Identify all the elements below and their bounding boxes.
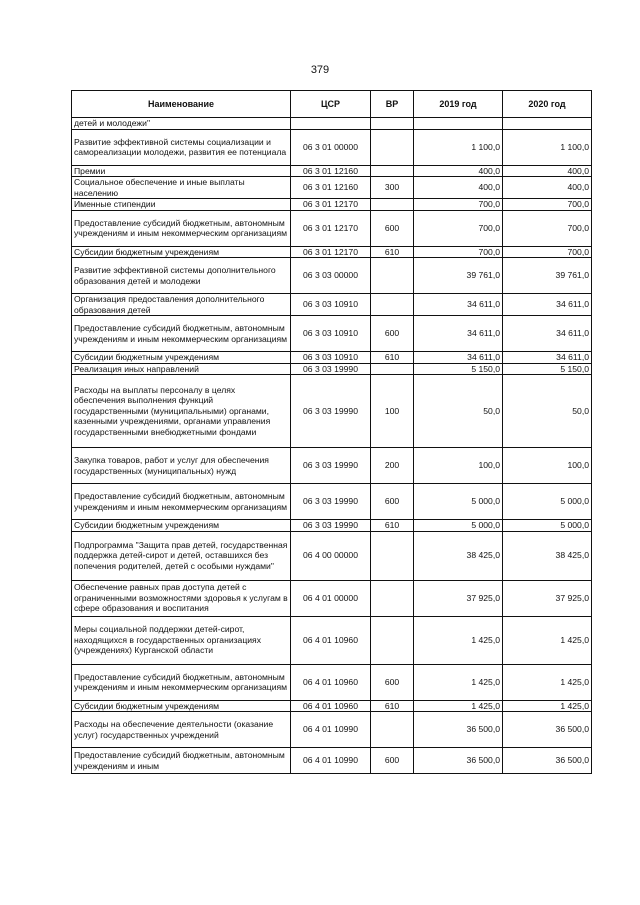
table-row	[72, 484, 592, 520]
cell-csr: 06 3 03 10910	[291, 294, 371, 316]
table-header	[72, 91, 592, 118]
cell-csr: 06 3 01 12160	[291, 177, 371, 199]
table-row	[72, 129, 592, 165]
cell-csr: 06 3 03 19990	[291, 520, 371, 532]
table-row	[72, 712, 592, 748]
table-row	[72, 177, 592, 199]
cell-2019: 400,0	[414, 177, 503, 199]
cell-2019: 34 611,0	[414, 316, 503, 352]
header-csr: ЦСР	[291, 91, 371, 118]
table-row	[72, 375, 592, 448]
table-row	[72, 363, 592, 375]
cell-csr: 06 4 01 10960	[291, 616, 371, 664]
cell-name: Субсидии бюджетным учреждениям	[72, 352, 291, 364]
cell-csr: 06 4 01 10990	[291, 712, 371, 748]
cell-vr: 610	[371, 352, 414, 364]
cell-2020: 100,0	[503, 448, 592, 484]
table-row	[72, 352, 592, 364]
cell-2020: 36 500,0	[503, 748, 592, 774]
cell-vr	[371, 616, 414, 664]
cell-vr: 600	[371, 748, 414, 774]
cell-2019: 1 425,0	[414, 616, 503, 664]
cell-csr: 06 3 03 19990	[291, 363, 371, 375]
cell-name: Организация предоставления дополнительного образования детей	[72, 294, 291, 316]
cell-vr	[371, 118, 414, 130]
cell-2019: 700,0	[414, 246, 503, 258]
cell-name: Социальное обеспечение и иные выплаты населению	[72, 177, 291, 199]
cell-2020: 1 425,0	[503, 700, 592, 712]
cell-2019: 34 611,0	[414, 352, 503, 364]
cell-csr: 06 4 01 10960	[291, 700, 371, 712]
cell-csr: 06 3 03 19990	[291, 375, 371, 448]
cell-2020: 700,0	[503, 199, 592, 211]
cell-csr: 06 4 00 00000	[291, 531, 371, 580]
cell-2019: 100,0	[414, 448, 503, 484]
cell-2019: 400,0	[414, 165, 503, 177]
cell-2020: 400,0	[503, 165, 592, 177]
table-row	[72, 316, 592, 352]
cell-csr	[291, 118, 371, 130]
cell-vr: 600	[371, 210, 414, 246]
cell-name: Субсидии бюджетным учреждениям	[72, 246, 291, 258]
cell-2020: 34 611,0	[503, 352, 592, 364]
cell-2020: 700,0	[503, 210, 592, 246]
cell-2019: 5 150,0	[414, 363, 503, 375]
cell-name: Расходы на обеспечение деятельности (оказание услуг) государственных учреждений	[72, 712, 291, 748]
cell-vr: 610	[371, 700, 414, 712]
cell-vr: 300	[371, 177, 414, 199]
cell-csr: 06 3 03 19990	[291, 448, 371, 484]
cell-vr	[371, 258, 414, 294]
cell-2019: 1 425,0	[414, 700, 503, 712]
cell-2020: 400,0	[503, 177, 592, 199]
cell-name: Предоставление субсидий бюджетным, автономным учреждениям и иным	[72, 748, 291, 774]
header-vr: ВР	[371, 91, 414, 118]
table-row	[72, 246, 592, 258]
cell-2020: 50,0	[503, 375, 592, 448]
cell-2020: 34 611,0	[503, 294, 592, 316]
cell-2019: 34 611,0	[414, 294, 503, 316]
table-row	[72, 700, 592, 712]
header-2020: 2020 год	[503, 91, 592, 118]
cell-csr: 06 3 01 00000	[291, 129, 371, 165]
cell-2020: 700,0	[503, 246, 592, 258]
cell-2020: 34 611,0	[503, 316, 592, 352]
table-row	[72, 210, 592, 246]
cell-2019: 1 100,0	[414, 129, 503, 165]
cell-vr: 600	[371, 484, 414, 520]
cell-vr	[371, 199, 414, 211]
cell-name: Развитие эффективной системы социализации и самореализации молодежи, развития ее потенциала	[72, 129, 291, 165]
cell-csr: 06 4 01 10960	[291, 664, 371, 700]
cell-csr: 06 3 01 12170	[291, 199, 371, 211]
cell-name: Субсидии бюджетным учреждениям	[72, 700, 291, 712]
cell-vr: 600	[371, 316, 414, 352]
cell-name: Именные стипендии	[72, 199, 291, 211]
cell-name: Меры социальной поддержки детей-сирот, находящихся в государственных организациях (учреждениях) Курганской области	[72, 616, 291, 664]
table-row	[72, 616, 592, 664]
cell-2019: 38 425,0	[414, 531, 503, 580]
cell-2019: 700,0	[414, 210, 503, 246]
cell-2020: 1 425,0	[503, 664, 592, 700]
cell-2020: 36 500,0	[503, 712, 592, 748]
cell-2020: 38 425,0	[503, 531, 592, 580]
cell-csr: 06 4 01 10990	[291, 748, 371, 774]
cell-name: Обеспечение равных прав доступа детей с ограниченными возможностями здоровья к услугам в сфере образования и воспитания	[72, 580, 291, 616]
cell-csr: 06 3 03 10910	[291, 316, 371, 352]
cell-2020: 37 925,0	[503, 580, 592, 616]
cell-vr: 610	[371, 246, 414, 258]
page-number: 379	[310, 64, 330, 76]
table-row	[72, 448, 592, 484]
cell-csr: 06 4 01 00000	[291, 580, 371, 616]
cell-2020: 39 761,0	[503, 258, 592, 294]
cell-2020: 1 425,0	[503, 616, 592, 664]
cell-name: Предоставление субсидий бюджетным, автономным учреждениям и иным некоммерческим организациям	[72, 484, 291, 520]
cell-name: Развитие эффективной системы дополнительного образования детей и молодежи	[72, 258, 291, 294]
cell-vr	[371, 712, 414, 748]
cell-name: Подпрограмма "Защита прав детей, государственная поддержка детей-сирот и детей, оставшихся без попечения родителей, детей с особыми нуждами"	[72, 531, 291, 580]
cell-2020: 5 000,0	[503, 484, 592, 520]
cell-vr	[371, 294, 414, 316]
cell-2020: 5 150,0	[503, 363, 592, 375]
cell-2019: 700,0	[414, 199, 503, 211]
cell-name: Предоставление субсидий бюджетным, автономным учреждениям и иным некоммерческим организациям	[72, 316, 291, 352]
table-row	[72, 664, 592, 700]
header-name: Наименование	[72, 91, 291, 118]
table-row	[72, 531, 592, 580]
cell-csr: 06 3 01 12160	[291, 165, 371, 177]
cell-2019: 50,0	[414, 375, 503, 448]
cell-2019: 1 425,0	[414, 664, 503, 700]
cell-vr	[371, 165, 414, 177]
table-row	[72, 118, 592, 130]
cell-csr: 06 3 03 10910	[291, 352, 371, 364]
cell-2019: 5 000,0	[414, 520, 503, 532]
cell-csr: 06 3 01 12170	[291, 246, 371, 258]
cell-name: Предоставление субсидий бюджетным, автономным учреждениям и иным некоммерческим организациям	[72, 664, 291, 700]
cell-name: Реализация иных направлений	[72, 363, 291, 375]
cell-name: Расходы на выплаты персоналу в целях обеспечения выполнения функций государственными (муниципальными) органами, казенными учреждениями, органами управления государственными внебюджетными фондами	[72, 375, 291, 448]
table-row	[72, 580, 592, 616]
cell-2019: 39 761,0	[414, 258, 503, 294]
cell-2019: 37 925,0	[414, 580, 503, 616]
cell-vr: 610	[371, 520, 414, 532]
cell-vr	[371, 129, 414, 165]
cell-2019	[414, 118, 503, 130]
cell-csr: 06 3 01 12170	[291, 210, 371, 246]
cell-2020	[503, 118, 592, 130]
cell-vr: 200	[371, 448, 414, 484]
cell-csr: 06 3 03 19990	[291, 484, 371, 520]
header-2019: 2019 год	[414, 91, 503, 118]
cell-name: Премии	[72, 165, 291, 177]
cell-vr	[371, 531, 414, 580]
cell-2020: 1 100,0	[503, 129, 592, 165]
table-row	[72, 748, 592, 774]
table-row	[72, 520, 592, 532]
cell-vr	[371, 580, 414, 616]
budget-table	[71, 90, 592, 774]
cell-2019: 36 500,0	[414, 748, 503, 774]
header-row	[72, 91, 592, 118]
cell-vr: 100	[371, 375, 414, 448]
table-row	[72, 199, 592, 211]
cell-vr: 600	[371, 664, 414, 700]
cell-name: Закупка товаров, работ и услуг для обеспечения государственных (муниципальных) нужд	[72, 448, 291, 484]
table-body	[72, 118, 592, 774]
cell-2020: 5 000,0	[503, 520, 592, 532]
cell-2019: 5 000,0	[414, 484, 503, 520]
cell-2019: 36 500,0	[414, 712, 503, 748]
table-row	[72, 165, 592, 177]
cell-name: Предоставление субсидий бюджетным, автономным учреждениям и иным некоммерческим организациям	[72, 210, 291, 246]
cell-name: Субсидии бюджетным учреждениям	[72, 520, 291, 532]
cell-name: детей и молодежи"	[72, 118, 291, 130]
cell-csr: 06 3 03 00000	[291, 258, 371, 294]
table-row	[72, 258, 592, 294]
table-row	[72, 294, 592, 316]
cell-vr	[371, 363, 414, 375]
